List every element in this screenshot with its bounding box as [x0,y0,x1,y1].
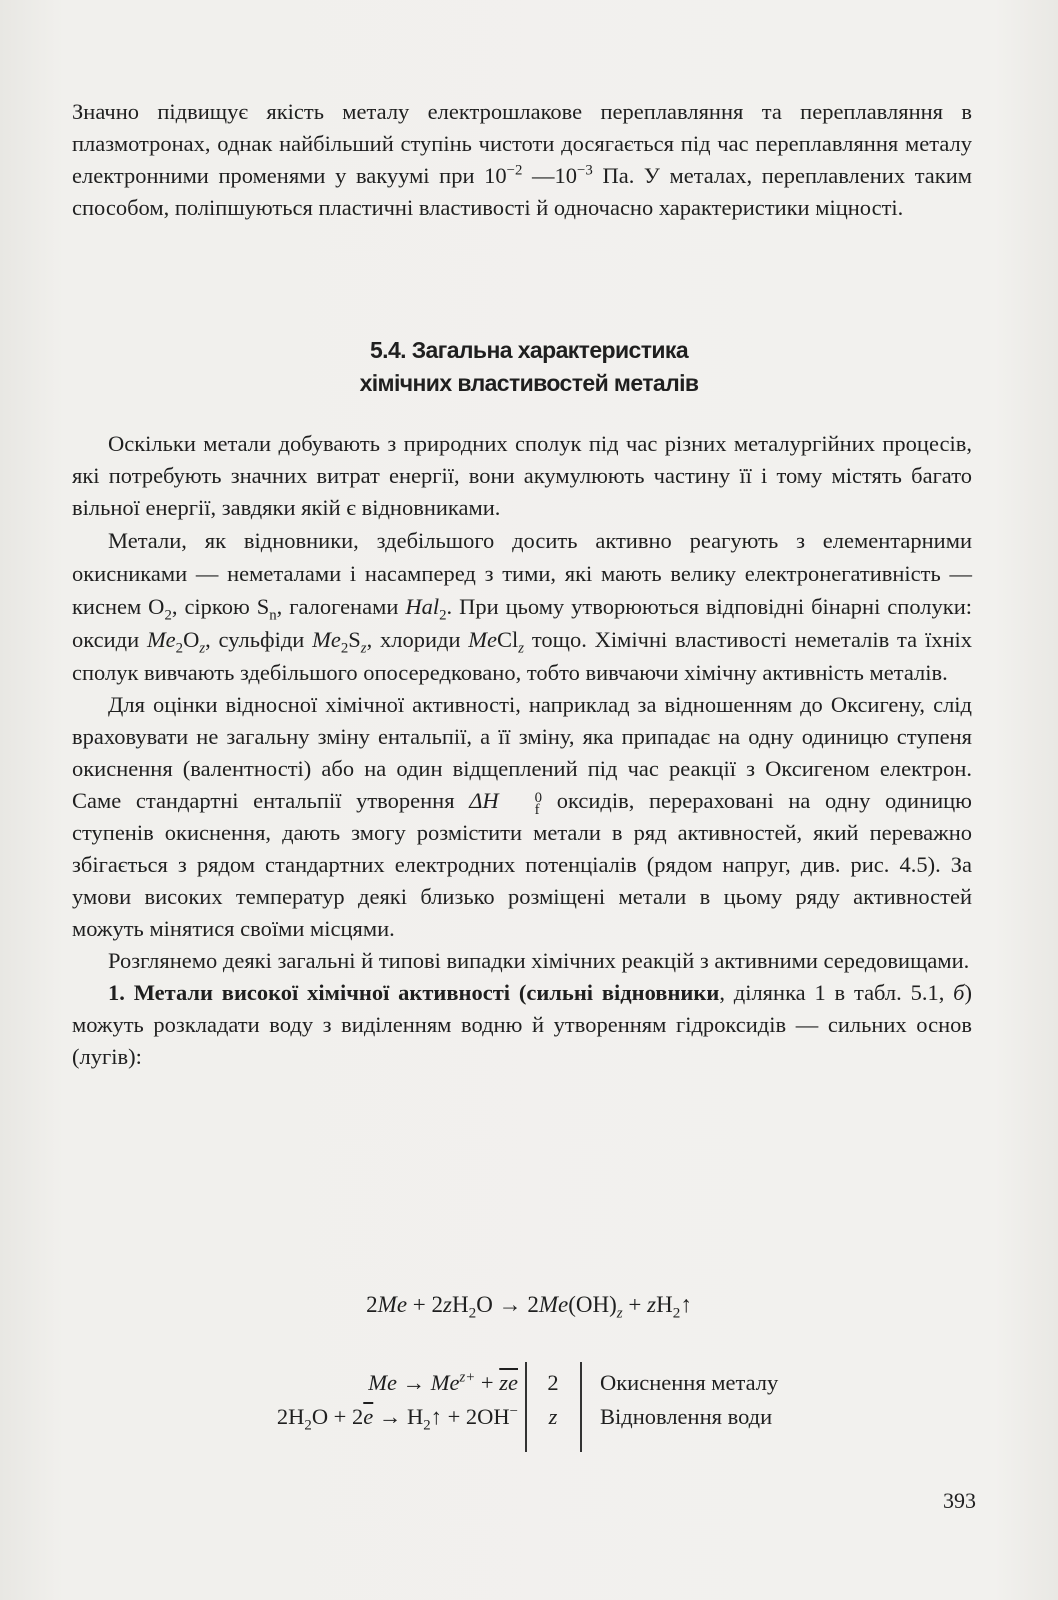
para2-text-3: , галогенами [276,594,406,619]
me-symbol-sulfide: Me [312,627,341,652]
intro-text-1: Значно підвищує якість металу електрошлакове переплавляння та переплавляння в плазмотронах, однак найбільший ступінь чистоти досягається під час переплавляння металу електронними променями у вакуумі при 10 [72,99,972,188]
enthalpy-sub: f [534,802,540,818]
paragraph-4: Розглянемо деякі загальні й типові випадки хімічних реакцій з активними середовищами. [108,948,970,973]
paragraph-1: Оскільки метали добувають з природних сполук під час різних металургійних процесів, які потребують значних витрат енергії, вони акумулюють частину її і тому містять багато вільної енергії, завдяки якій є відновниками. [72,431,972,520]
sub-hal: 2 [439,607,447,624]
eq-plus-1: + 2 [407,1292,444,1317]
heading-line-1: 5.4. Загальна характеристика [369,337,689,363]
hr2-c: → H [373,1404,424,1429]
hr1-me: Me [368,1370,398,1395]
sub-z-sulfide: z [360,640,367,657]
eq-me-2: Me [538,1292,569,1317]
hr2-charge: − [509,1403,518,1420]
para2-text-2: , сіркою S [171,594,270,619]
eq-h2: H [656,1292,673,1317]
exponent-2: −3 [577,162,593,179]
hr1-arrow: → [397,1370,431,1395]
sub-sn: n [269,607,277,624]
half-reaction-reduction [277,1400,518,1434]
chlorine-symbol: Cl [497,627,519,652]
eq-z-2: z [647,1292,657,1317]
eq-sub-1: 2 [468,1304,477,1322]
para2-text-7: тощо. Хімічні властивості неметалів та їхніх сполук вивчають здебільшого опосередковано, тобто вивчаючи хімічну активність металів. [72,627,972,685]
para5-italic-b: б [953,980,965,1005]
hr1-charge: z+ [459,1369,476,1386]
eq-plus-2: + [622,1292,648,1317]
reaction-descriptions [600,1366,778,1434]
sub-z-chloride: z [518,640,525,657]
intro-text-2: Па. У металах, переплавлених таким способом, поліпшуються пластичні властивості й одночасно характеристики міцності. [72,163,972,220]
section-heading [0,334,1058,400]
desc-reduction: Відновлення води [600,1404,773,1429]
eq-oh: (OH) [568,1292,617,1317]
eq-sub-z: z [616,1304,623,1322]
divider-line-1 [525,1362,527,1452]
sub-me-oxide: 2 [175,640,184,657]
hr2-d: ↑ + 2OH [430,1404,510,1429]
electron-coefficients [538,1366,568,1434]
hr2-a: 2H [276,1404,305,1429]
paragraph-5 [72,977,972,1073]
para5-bold: 1. Метали високої хімічної активності (сильні відновники [108,980,720,1005]
hr1-electrons: $\overline{ze}$ [499,1370,518,1395]
eq-h: H [451,1292,469,1317]
enthalpy-sup: 0 [534,790,543,806]
para5-text-1: , ділянка 1 в табл. 5.1, [719,980,954,1005]
hr2-sub-1: 2 [304,1417,312,1434]
gas-arrow-icon: ↑ [680,1292,692,1317]
enthalpy-symbol: ΔH [469,788,499,813]
hr2-sub-2: 2 [423,1417,431,1434]
para2-text-5: , сульфіди [205,627,313,652]
hr2-electron: $\overline{e}$ [363,1404,374,1429]
page-number: 393 [943,1488,976,1513]
oxygen-symbol: O [183,627,200,652]
para2-text-4: . При цьому утворюються відповідні бінарні сполуки: оксиди [72,594,972,652]
me-symbol-oxide: Me [146,627,176,652]
sulfur-symbol: S [348,627,361,652]
coef-oxidation: 2 [547,1370,559,1395]
para5-text-2: ) можуть розкладати воду з виділенням водню й утворенням гідроксидів — сильних основ (лугів): [72,980,972,1069]
hr1-plus: + [475,1370,500,1395]
paragraph-3 [72,689,972,945]
hal-symbol: Hal [405,594,440,619]
divider-line-2 [580,1362,582,1452]
eq-me-1: Me [377,1292,408,1317]
body-paragraphs [72,428,972,1073]
para2-text-1: Метали, як відновники, здебільшого досить активно реагують з елементарними окисниками — неметалами і насамперед з тими, які мають велику електронегативність — киснем O [72,528,972,619]
exponent-1: −2 [506,162,523,179]
sub-z-oxide: z [199,640,206,657]
para3-text-2: оксидів, перераховані на одну одиницю ступенів окиснення, дають змогу розмістити метали в ряд активностей, який переважно збігається з рядом стандартних електродних потенціалів (рядом напруг, див. рис. 4.5). За умови високих температур деякі близько розміщені метали в цьому ряду активностей можуть мінятися своїми місцями. [72,788,972,941]
desc-oxidation: Окиснення металу [600,1370,779,1395]
coef-reduction: z [548,1404,558,1429]
eq-o-arrow: O → 2 [476,1292,539,1317]
sub-o2: 2 [164,607,172,624]
para3-text-1: Для оцінки відносної хімічної активності, наприклад за відношенням до Оксигену, слід враховувати не загальну зміну ентальпії, а її зміну, яка припадає на одну одиницю ступеня окиснення (валентності) або на один відщеплений під час реакції з Оксигеном електрон. Саме стандартні ентальпії утворення [72,692,972,813]
intro-paragraph [72,96,972,224]
intro-dash: —10 [522,163,578,188]
eq-z-1: z [443,1292,452,1317]
main-equation [0,1292,1058,1322]
hr1-me-ion: Me [430,1370,460,1395]
paragraph-2 [72,524,972,689]
eq-sub-3: 2 [672,1304,681,1322]
eq-coef: 2 [366,1292,378,1317]
heading-line-2: хімічних властивостей металів [359,370,699,396]
half-reactions [277,1366,518,1434]
para2-text-6: , хлориди [366,627,469,652]
hr2-b: O + 2 [311,1404,364,1429]
sub-me-sulfide: 2 [340,640,349,657]
half-reaction-oxidation [277,1366,518,1400]
me-symbol-chloride: Me [468,627,498,652]
